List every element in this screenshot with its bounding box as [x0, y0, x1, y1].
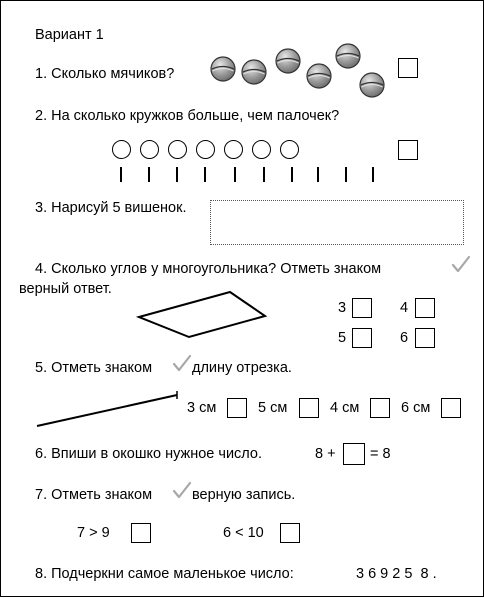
question-2-text: 2. На сколько кружков больше, чем палочек? — [35, 108, 340, 124]
option-box-5cm[interactable] — [299, 398, 319, 418]
question-4-line2: верный ответ. — [19, 281, 112, 297]
question-5-text-before: 5. Отметь знаком — [35, 360, 153, 376]
checkmark-icon — [173, 482, 191, 500]
option-box-4cm[interactable] — [370, 398, 390, 418]
option-label: 3 см — [187, 400, 217, 416]
number-sequence[interactable]: 3 6 9 2 5 8 . — [356, 566, 437, 582]
option-box-6lt10[interactable] — [280, 523, 300, 543]
option-label: 5 см — [258, 400, 288, 416]
question-7-text-after: верную запись. — [192, 487, 296, 503]
option-label: 4 — [400, 300, 409, 316]
variant-title: Вариант 1 — [35, 27, 104, 43]
option-label: 6 см — [401, 400, 431, 416]
equation-answer-box[interactable] — [343, 443, 365, 465]
option-label: 7 > 9 — [77, 525, 110, 541]
question-5-text-after: длину отрезка. — [192, 360, 292, 376]
question-7-text-before: 7. Отметь знаком — [35, 487, 153, 503]
question-4-line1: 4. Сколько углов у многоугольника? Отметь знаком — [35, 261, 382, 277]
question-1-text: 1. Сколько мячиков? — [35, 66, 175, 82]
option-label: 4 см — [330, 400, 360, 416]
question-8-text: 8. Подчеркни самое маленькое число: — [35, 566, 294, 582]
option-box-3cm[interactable] — [227, 398, 247, 418]
option-label: 6 — [400, 330, 409, 346]
option-label: 5 — [338, 330, 347, 346]
equation-left: 8 + — [315, 446, 336, 462]
option-label: 6 < 10 — [223, 525, 264, 541]
equation-right: = 8 — [370, 446, 391, 462]
question-3-text: 3. Нарисуй 5 вишенок. — [35, 200, 187, 216]
option-box-6cm[interactable] — [441, 398, 461, 418]
line-segment — [1, 1, 484, 598]
question-6-text: 6. Впиши в окошко нужное число. — [35, 446, 263, 462]
option-label: 3 — [338, 300, 347, 316]
option-box-7gt9[interactable] — [131, 523, 151, 543]
